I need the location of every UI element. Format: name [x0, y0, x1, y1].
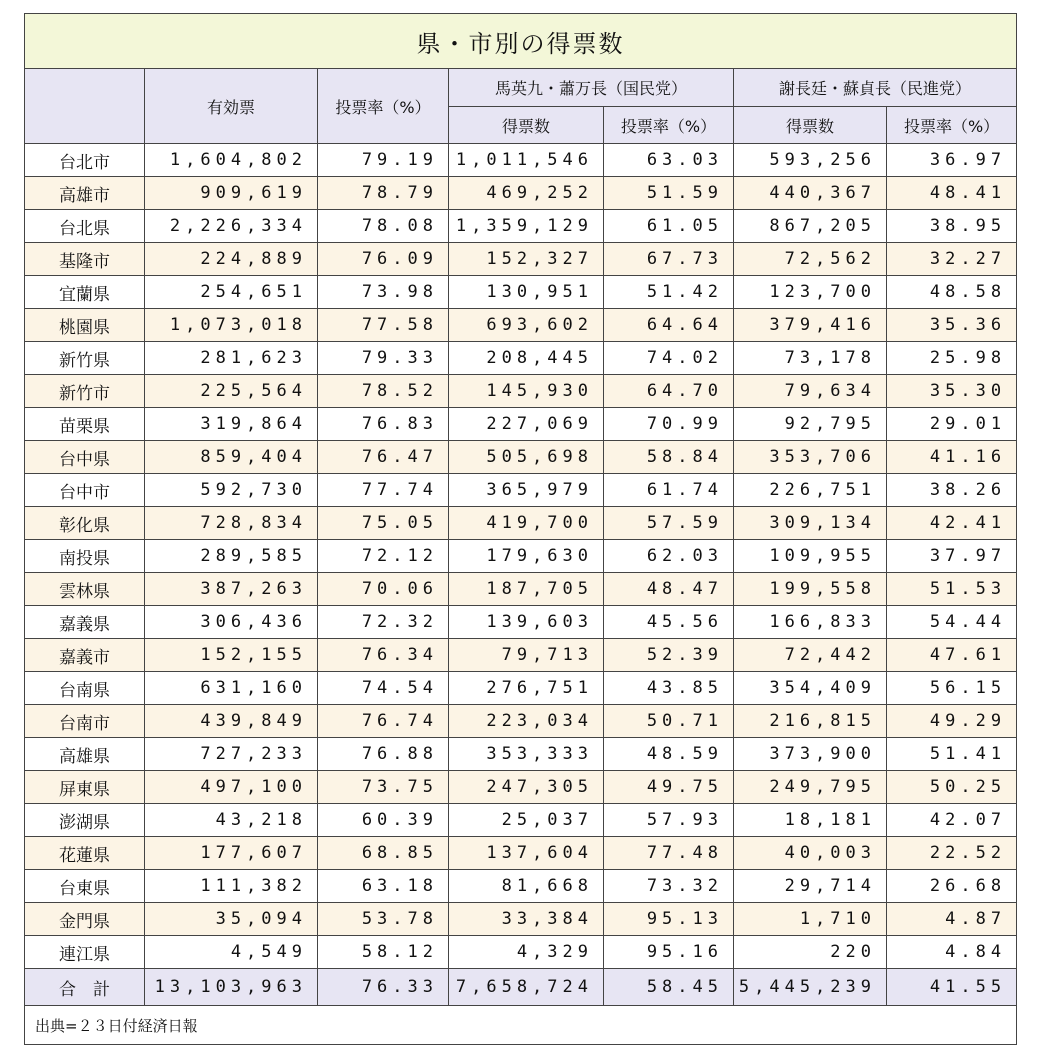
cell-dpp-votes: 867,205	[734, 210, 887, 243]
cell-valid-votes: 254,651	[145, 276, 318, 309]
cell-dpp-votes: 40,003	[734, 837, 887, 870]
table-row	[25, 507, 1017, 540]
cell-valid-votes: 631,160	[145, 672, 318, 705]
cell-kmt-rate: 57.93	[604, 804, 734, 837]
cell-kmt-votes: 353,333	[449, 738, 604, 771]
cell-dpp-votes: 373,900	[734, 738, 887, 771]
cell-region-name: 台南県	[25, 672, 145, 705]
cell-dpp-votes: 379,416	[734, 309, 887, 342]
source-note: 出典=２３日付経済日報	[25, 1006, 1017, 1045]
cell-kmt-rate: 58.84	[604, 441, 734, 474]
cell-region-name: 台北市	[25, 144, 145, 177]
cell-kmt-rate: 95.16	[604, 936, 734, 969]
election-results-table	[24, 13, 1017, 1045]
cell-region-name: 台北県	[25, 210, 145, 243]
cell-turnout: 63.18	[318, 870, 449, 903]
cell-kmt-rate: 70.99	[604, 408, 734, 441]
cell-dpp-rate: 51.41	[887, 738, 1017, 771]
cell-turnout: 76.83	[318, 408, 449, 441]
cell-region-name: 南投県	[25, 540, 145, 573]
cell-dpp-votes: 593,256	[734, 144, 887, 177]
cell-valid-votes: 387,263	[145, 573, 318, 606]
cell-valid-votes: 909,619	[145, 177, 318, 210]
cell-valid-votes: 497,100	[145, 771, 318, 804]
cell-valid-votes: 592,730	[145, 474, 318, 507]
cell-kmt-votes: 4,329	[449, 936, 604, 969]
cell-kmt-rate: 48.47	[604, 573, 734, 606]
cell-kmt-rate: 62.03	[604, 540, 734, 573]
table-row	[25, 441, 1017, 474]
total-kmt-rate: 58.45	[604, 969, 734, 1006]
table-row	[25, 573, 1017, 606]
cell-turnout: 76.47	[318, 441, 449, 474]
table-row	[25, 210, 1017, 243]
cell-region-name: 新竹県	[25, 342, 145, 375]
cell-kmt-rate: 43.85	[604, 672, 734, 705]
cell-turnout: 78.08	[318, 210, 449, 243]
cell-valid-votes: 727,233	[145, 738, 318, 771]
table-row	[25, 936, 1017, 969]
cell-kmt-rate: 67.73	[604, 243, 734, 276]
cell-region-name: 嘉義県	[25, 606, 145, 639]
cell-dpp-votes: 440,367	[734, 177, 887, 210]
cell-turnout: 72.12	[318, 540, 449, 573]
cell-valid-votes: 224,889	[145, 243, 318, 276]
header-kmt-votes: 得票数	[449, 107, 604, 144]
cell-valid-votes: 319,864	[145, 408, 318, 441]
cell-valid-votes: 2,226,334	[145, 210, 318, 243]
cell-kmt-rate: 48.59	[604, 738, 734, 771]
cell-valid-votes: 4,549	[145, 936, 318, 969]
cell-kmt-votes: 469,252	[449, 177, 604, 210]
table-row	[25, 408, 1017, 441]
cell-dpp-rate: 56.15	[887, 672, 1017, 705]
cell-kmt-votes: 187,705	[449, 573, 604, 606]
total-dpp-votes: 5,445,239	[734, 969, 887, 1006]
table-row	[25, 738, 1017, 771]
cell-dpp-rate: 50.25	[887, 771, 1017, 804]
cell-valid-votes: 111,382	[145, 870, 318, 903]
cell-dpp-rate: 36.97	[887, 144, 1017, 177]
cell-turnout: 79.19	[318, 144, 449, 177]
cell-region-name: 苗栗県	[25, 408, 145, 441]
cell-kmt-votes: 81,668	[449, 870, 604, 903]
cell-dpp-rate: 41.16	[887, 441, 1017, 474]
cell-kmt-rate: 45.56	[604, 606, 734, 639]
cell-kmt-rate: 61.74	[604, 474, 734, 507]
cell-valid-votes: 306,436	[145, 606, 318, 639]
cell-kmt-rate: 64.70	[604, 375, 734, 408]
cell-kmt-rate: 61.05	[604, 210, 734, 243]
header-turnout: 投票率（%）	[318, 69, 449, 144]
table-row	[25, 870, 1017, 903]
cell-dpp-votes: 123,700	[734, 276, 887, 309]
cell-region-name: 屏東県	[25, 771, 145, 804]
cell-turnout: 76.09	[318, 243, 449, 276]
table-row	[25, 276, 1017, 309]
total-label: 合 計	[25, 969, 145, 1006]
cell-valid-votes: 152,155	[145, 639, 318, 672]
cell-dpp-rate: 32.27	[887, 243, 1017, 276]
table-row	[25, 177, 1017, 210]
cell-kmt-votes: 179,630	[449, 540, 604, 573]
cell-valid-votes: 1,073,018	[145, 309, 318, 342]
table-row	[25, 804, 1017, 837]
header-dpp-rate: 投票率（%）	[887, 107, 1017, 144]
cell-region-name: 澎湖県	[25, 804, 145, 837]
cell-valid-votes: 289,585	[145, 540, 318, 573]
cell-region-name: 彰化県	[25, 507, 145, 540]
cell-kmt-votes: 223,034	[449, 705, 604, 738]
cell-dpp-rate: 47.61	[887, 639, 1017, 672]
table-row	[25, 705, 1017, 738]
cell-dpp-votes: 226,751	[734, 474, 887, 507]
table-body	[25, 144, 1017, 969]
cell-kmt-votes: 1,359,129	[449, 210, 604, 243]
cell-dpp-rate: 4.84	[887, 936, 1017, 969]
cell-region-name: 嘉義市	[25, 639, 145, 672]
cell-region-name: 台東県	[25, 870, 145, 903]
cell-dpp-votes: 73,178	[734, 342, 887, 375]
cell-dpp-votes: 1,710	[734, 903, 887, 936]
table-row	[25, 903, 1017, 936]
total-dpp-rate: 41.55	[887, 969, 1017, 1006]
cell-dpp-votes: 109,955	[734, 540, 887, 573]
cell-valid-votes: 859,404	[145, 441, 318, 474]
cell-turnout: 79.33	[318, 342, 449, 375]
cell-dpp-rate: 35.30	[887, 375, 1017, 408]
cell-kmt-rate: 49.75	[604, 771, 734, 804]
cell-kmt-votes: 152,327	[449, 243, 604, 276]
cell-kmt-votes: 247,305	[449, 771, 604, 804]
cell-dpp-votes: 354,409	[734, 672, 887, 705]
cell-turnout: 76.74	[318, 705, 449, 738]
cell-kmt-votes: 139,603	[449, 606, 604, 639]
cell-dpp-rate: 51.53	[887, 573, 1017, 606]
cell-kmt-votes: 145,930	[449, 375, 604, 408]
header-blank	[25, 69, 145, 144]
total-turnout: 76.33	[318, 969, 449, 1006]
cell-turnout: 60.39	[318, 804, 449, 837]
cell-valid-votes: 1,604,802	[145, 144, 318, 177]
cell-dpp-rate: 26.68	[887, 870, 1017, 903]
cell-region-name: 桃園県	[25, 309, 145, 342]
table-row	[25, 474, 1017, 507]
table-row	[25, 837, 1017, 870]
cell-valid-votes: 728,834	[145, 507, 318, 540]
cell-kmt-votes: 130,951	[449, 276, 604, 309]
cell-dpp-rate: 48.58	[887, 276, 1017, 309]
cell-dpp-votes: 216,815	[734, 705, 887, 738]
cell-dpp-rate: 54.44	[887, 606, 1017, 639]
cell-kmt-votes: 208,445	[449, 342, 604, 375]
cell-kmt-rate: 63.03	[604, 144, 734, 177]
cell-valid-votes: 225,564	[145, 375, 318, 408]
cell-valid-votes: 439,849	[145, 705, 318, 738]
header-group-dpp: 謝長廷・蘇貞長（民進党）	[734, 69, 1017, 107]
cell-kmt-rate: 64.64	[604, 309, 734, 342]
cell-region-name: 金門県	[25, 903, 145, 936]
header-kmt-rate: 投票率（%）	[604, 107, 734, 144]
cell-dpp-rate: 4.87	[887, 903, 1017, 936]
table-row	[25, 309, 1017, 342]
cell-turnout: 70.06	[318, 573, 449, 606]
cell-turnout: 68.85	[318, 837, 449, 870]
table-row	[25, 243, 1017, 276]
cell-dpp-votes: 309,134	[734, 507, 887, 540]
cell-turnout: 77.74	[318, 474, 449, 507]
cell-dpp-rate: 35.36	[887, 309, 1017, 342]
cell-region-name: 高雄市	[25, 177, 145, 210]
cell-valid-votes: 177,607	[145, 837, 318, 870]
cell-region-name: 台中県	[25, 441, 145, 474]
cell-turnout: 78.52	[318, 375, 449, 408]
cell-kmt-rate: 57.59	[604, 507, 734, 540]
cell-kmt-rate: 51.59	[604, 177, 734, 210]
cell-kmt-rate: 51.42	[604, 276, 734, 309]
election-results-table-container	[24, 13, 1016, 1045]
cell-kmt-votes: 365,979	[449, 474, 604, 507]
cell-turnout: 58.12	[318, 936, 449, 969]
cell-dpp-votes: 92,795	[734, 408, 887, 441]
header-valid-votes: 有効票	[145, 69, 318, 144]
cell-dpp-rate: 22.52	[887, 837, 1017, 870]
cell-kmt-rate: 50.71	[604, 705, 734, 738]
cell-dpp-votes: 72,442	[734, 639, 887, 672]
cell-dpp-votes: 72,562	[734, 243, 887, 276]
cell-region-name: 連江県	[25, 936, 145, 969]
cell-dpp-votes: 353,706	[734, 441, 887, 474]
cell-dpp-rate: 48.41	[887, 177, 1017, 210]
cell-dpp-votes: 220	[734, 936, 887, 969]
cell-kmt-rate: 73.32	[604, 870, 734, 903]
total-valid-votes: 13,103,963	[145, 969, 318, 1006]
cell-kmt-votes: 693,602	[449, 309, 604, 342]
cell-turnout: 77.58	[318, 309, 449, 342]
cell-kmt-votes: 33,384	[449, 903, 604, 936]
cell-region-name: 宜蘭県	[25, 276, 145, 309]
cell-valid-votes: 43,218	[145, 804, 318, 837]
cell-dpp-votes: 79,634	[734, 375, 887, 408]
cell-region-name: 高雄県	[25, 738, 145, 771]
cell-dpp-rate: 37.97	[887, 540, 1017, 573]
cell-dpp-votes: 249,795	[734, 771, 887, 804]
cell-kmt-rate: 74.02	[604, 342, 734, 375]
cell-dpp-rate: 42.07	[887, 804, 1017, 837]
table-row	[25, 639, 1017, 672]
cell-kmt-votes: 79,713	[449, 639, 604, 672]
table-row	[25, 606, 1017, 639]
cell-turnout: 73.75	[318, 771, 449, 804]
table-row	[25, 144, 1017, 177]
cell-dpp-votes: 18,181	[734, 804, 887, 837]
cell-valid-votes: 281,623	[145, 342, 318, 375]
cell-dpp-rate: 38.95	[887, 210, 1017, 243]
cell-dpp-rate: 49.29	[887, 705, 1017, 738]
cell-kmt-votes: 227,069	[449, 408, 604, 441]
cell-dpp-votes: 29,714	[734, 870, 887, 903]
cell-kmt-votes: 419,700	[449, 507, 604, 540]
header-group-kmt: 馬英九・蕭万長（国民党）	[449, 69, 734, 107]
cell-turnout: 72.32	[318, 606, 449, 639]
table-row	[25, 771, 1017, 804]
cell-kmt-votes: 137,604	[449, 837, 604, 870]
cell-dpp-votes: 199,558	[734, 573, 887, 606]
cell-turnout: 76.34	[318, 639, 449, 672]
cell-turnout: 76.88	[318, 738, 449, 771]
cell-turnout: 75.05	[318, 507, 449, 540]
cell-kmt-rate: 77.48	[604, 837, 734, 870]
total-kmt-votes: 7,658,724	[449, 969, 604, 1006]
cell-turnout: 53.78	[318, 903, 449, 936]
cell-kmt-votes: 276,751	[449, 672, 604, 705]
cell-dpp-rate: 29.01	[887, 408, 1017, 441]
cell-kmt-rate: 52.39	[604, 639, 734, 672]
cell-region-name: 花蓮県	[25, 837, 145, 870]
cell-dpp-rate: 25.98	[887, 342, 1017, 375]
cell-region-name: 雲林県	[25, 573, 145, 606]
cell-kmt-votes: 1,011,546	[449, 144, 604, 177]
cell-kmt-votes: 25,037	[449, 804, 604, 837]
cell-region-name: 台南市	[25, 705, 145, 738]
cell-turnout: 73.98	[318, 276, 449, 309]
cell-region-name: 基隆市	[25, 243, 145, 276]
cell-region-name: 台中市	[25, 474, 145, 507]
cell-kmt-votes: 505,698	[449, 441, 604, 474]
header-dpp-votes: 得票数	[734, 107, 887, 144]
table-row	[25, 342, 1017, 375]
table-row	[25, 672, 1017, 705]
cell-kmt-rate: 95.13	[604, 903, 734, 936]
table-title: 県・市別の得票数	[25, 14, 1017, 69]
table-row	[25, 540, 1017, 573]
total-row	[25, 969, 1017, 1006]
cell-region-name: 新竹市	[25, 375, 145, 408]
cell-turnout: 78.79	[318, 177, 449, 210]
cell-valid-votes: 35,094	[145, 903, 318, 936]
cell-dpp-votes: 166,833	[734, 606, 887, 639]
cell-dpp-rate: 38.26	[887, 474, 1017, 507]
cell-dpp-rate: 42.41	[887, 507, 1017, 540]
cell-turnout: 74.54	[318, 672, 449, 705]
table-row	[25, 375, 1017, 408]
